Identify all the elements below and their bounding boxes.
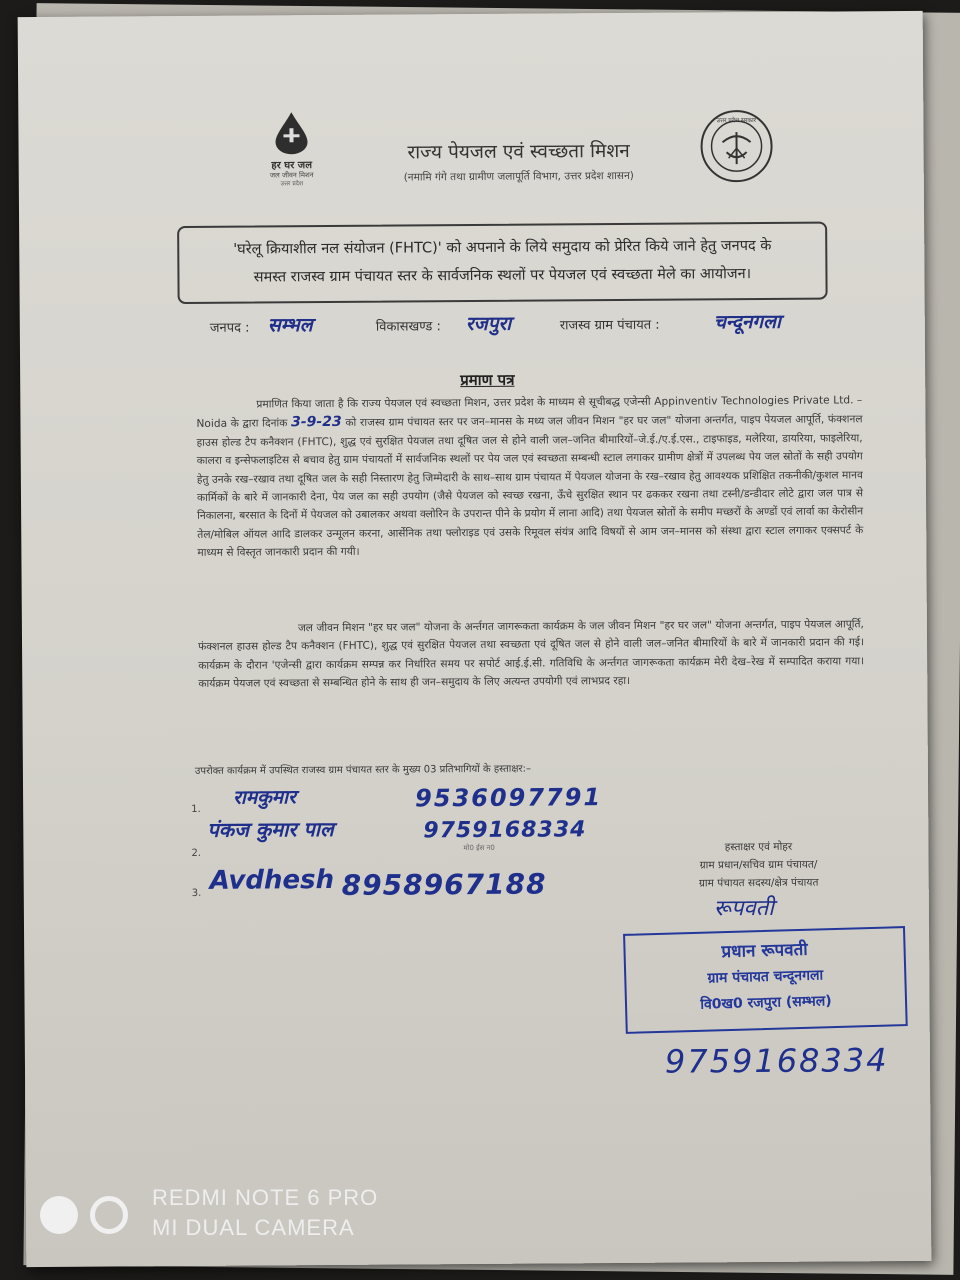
watermark-line-2: MI DUAL CAMERA	[152, 1215, 355, 1240]
signature-block	[663, 837, 853, 892]
logo-left-sub2: उत्तर प्रदेश	[280, 180, 304, 188]
attendee-3-number: 3.	[191, 887, 202, 899]
attendee-1-phone: 9536097791	[415, 783, 603, 813]
attendee-3-name: Avdhesh	[209, 864, 335, 896]
district-label: जनपद :	[209, 320, 250, 336]
watermark-line-1: REDMI NOTE 6 PRO	[152, 1185, 379, 1210]
banner-line-2: समस्त राजस्व ग्राम पंचायत स्तर के सार्वजनिक स्थलों पर पेयजल एवं स्वच्छता मेले का आयोजन।	[253, 266, 752, 286]
up-government-emblem	[698, 108, 789, 199]
attendee-2-phone: 9759168334	[423, 817, 587, 844]
attendee-2-name: पंकज कुमार पाल	[207, 816, 334, 842]
attendee-3-phone: 8958967188	[341, 867, 547, 902]
block-label: विकासखण्ड :	[375, 319, 441, 335]
block-value: रजपुरा	[465, 312, 512, 336]
paragraph-1-rest: को राजस्व ग्राम पंचायत स्तर पर जन–मानस के मध्य जल जीवन मिशन "हर घर जल" योजना अन्तर्गत, पाइप पेयजल आपूर्ति, फंक्शनल हाउस होल्ड टैप कनैक्शन (FHTC), शुद्ध एवं सुरक्षित पेयजल तथा दूषित जल से होने वाली जल–जनित बीमारियों–जे.ई./ए.ई.एस., टाइफाइड, मलेरिया, डायरिया, फाइलेरिया, कालरा व इन्सेफलाइटिस से बचाव हेतु ग्राम पंचायतों में सार्वजनिक स्थलों पर पेय जल एवं स्वच्छता सम्बन्धी स्टाल लगाकर ग्रामीण क्षेत्रों में उपलब्ध पेय जल स्रोतों के सही उपयोग हेतु उनके रख–रखाव तथा दूषित जल के सही निस्तारण हेतु जिम्मेदारी के साथ–साथ ग्राम पंचायत में पेयजल योजना के रख–रखाव हेतु आवश्यक प्रशिक्षित तकनीकी/कुशल मानव कार्मिकों के बारे में जानकारी देना, पेय जल का सही उपयोग (जैसे पेयजल को स्वच्छ रखना, ऊँचे सुरक्षित स्थान पर ढककर रखना तथा टस्नी/डन्डीदार लोटे द्वारा जल पात्र से निकालना, बरसात के दिनों में पेयजल को उबालकर अथवा क्लोरिन के उपरान्त पीने के प्रयोग में लाना आदि) तथा पेयजल स्रोतों के समीप मच्छरों के अण्डों एवं लार्वा का केरोसीन तेल/मोबिल ऑयल आदि डालकर उन्मूलन करना, आर्सेनिक तथा फ्लोराइड एवं उसके रिमूवल संयंत्र आदि विषयों से आम जन–मानस को संस्था द्वारा स्टाल लगाकर एक्सपर्ट के माध्यम से विस्तृत जानकारी प्रदान की गयी।	[196, 413, 864, 560]
signature-block-line-3: ग्राम पंचायत सदस्य/क्षेत्र पंचायत	[698, 876, 819, 890]
stamp-line-3: वि0ख0 रजपुरा (सम्भल)	[700, 993, 832, 1013]
logo-left-sub: जल जीवन मिशन	[269, 171, 314, 180]
attendee-1-name: रामकुमार	[233, 786, 296, 809]
paragraph-1-start: प्रमाणित किया जाता है कि राज्य पेयजल एवं स्वच्छता मिशन, उत्तर प्रदेश के माध्यम से सूचीबद्ध एजेन्सी Appinventiv Technologies Private Ltd. – Noida के द्वारा दिनांक	[196, 394, 863, 431]
banner-line-1: 'घरेलू क्रियाशील नल संयोजन (FHTC)' को अपनाने के लिये समुदाय को प्रेरित किये जाने हेतु जनपद के	[233, 237, 772, 258]
pradhan-signature: रूपवती	[713, 895, 775, 922]
certificate-paragraph-1	[196, 391, 863, 562]
attendance-intro: उपरोक्त कार्यक्रम में उपस्थित राजस्व ग्राम पंचायत स्तर के मुख्य 03 प्रतिभागियों के हस्ताक्षर:–	[194, 763, 532, 777]
district-value: सम्भल	[267, 314, 313, 337]
logo-left-text: हर घर जल	[271, 160, 313, 172]
water-drop-icon	[271, 110, 311, 156]
certificate-paragraph-2: जल जीवन मिशन "हर घर जल" योजना के अर्न्तगत जागरूकता कार्यक्रम के जल जीवन मिशन "हर घर जल" योजना अन्तर्गत, पाइप पेयजल आपूर्ति, फंक्शनल हाउस होल्ड टैप कनैक्शन (FHTC), शुद्ध एवं सुरक्षित पेयजल तथा स्वच्छता एवं दूषित जल से होने वाली जल–जनित बीमारियों के बारे में जानकारी प्रदान की गई। कार्यक्रम के दौरान 'एजेन्सी द्वारा कार्यक्रम सम्पन्न कर निर्धारित समय पर सपोर्ट आई.ई.सी. गतिविधि के अर्न्तगत जागरूकता कार्यक्रम मेरी देख–रेख में सम्पादित कराया गया। कार्यक्रम पेयजल एवं स्वच्छता से सम्बन्धित होने के साथ ही जन–समुदाय के लिए अत्यन्त उपयोगी एवं लाभप्रद रहा।	[198, 618, 865, 691]
camera-dot-ring-icon	[90, 1196, 128, 1234]
handwritten-phone: 9759168334	[664, 1041, 889, 1081]
header-subtitle: (नमामि गंगे तथा ग्रामीण जलापूर्ति विभाग, उत्तर प्रदेश शासन)	[403, 169, 634, 184]
mobile-hint: मो0 ईस न0	[463, 843, 495, 853]
official-stamp	[623, 926, 908, 1034]
location-fields	[209, 310, 870, 337]
attendee-2-number: 2.	[191, 847, 202, 859]
har-ghar-jal-logo	[246, 110, 337, 201]
stamp-line-2: ग्राम पंचायत चन्दूनगला	[707, 967, 824, 987]
signature-block-line-1: हस्ताक्षर एवं मोहर	[724, 840, 793, 854]
stamp-line-1: प्रधान रूपवती	[721, 939, 808, 963]
emblem-text: उत्तर प्रदेश सरकार	[716, 117, 757, 125]
panchayat-label: राजस्व ग्राम पंचायत :	[559, 317, 660, 334]
event-banner	[177, 222, 828, 305]
camera-dot-filled-icon	[40, 1196, 78, 1234]
certificate-title: प्रमाण पत्र	[460, 370, 515, 390]
document-page	[18, 11, 932, 1267]
attendee-1-number: 1.	[191, 803, 201, 815]
signature-block-line-2: ग्राम प्रधान/सचिव ग्राम पंचायत/	[699, 858, 818, 872]
panchayat-value: चन्दूनगला	[713, 310, 781, 334]
event-date: 3-9-23	[291, 414, 342, 431]
header-title: राज्य पेयजल एवं स्वच्छता मिशन	[407, 139, 630, 164]
